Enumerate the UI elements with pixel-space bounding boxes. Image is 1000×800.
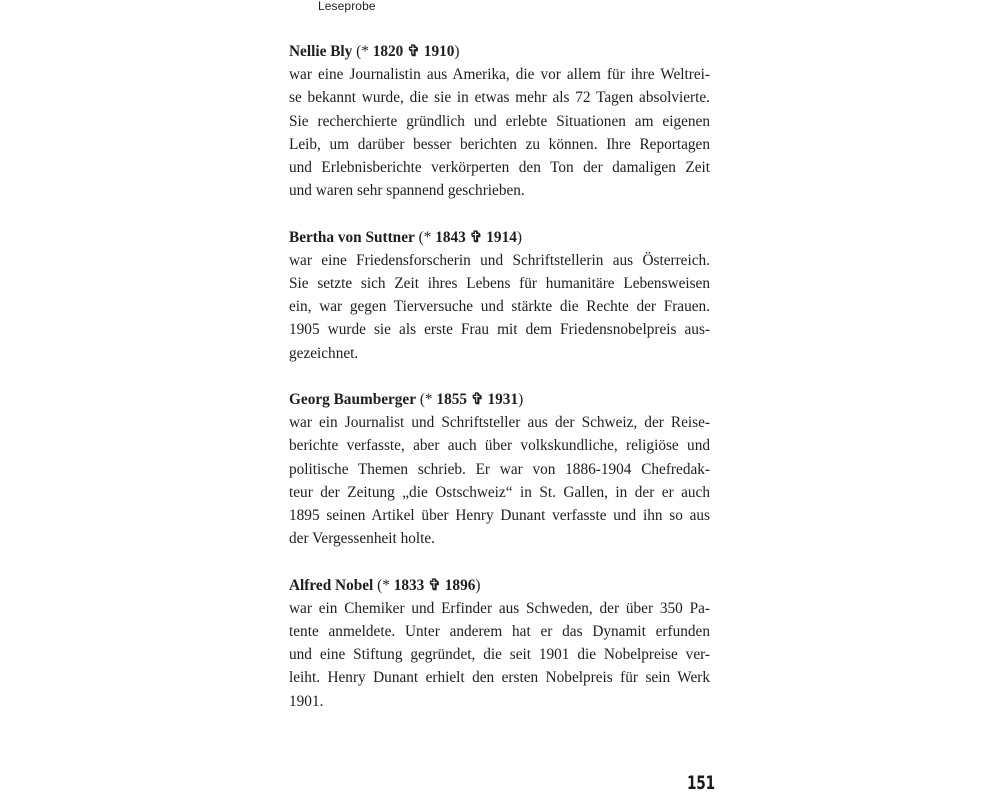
body-line: ein, war gegen Tierversuche und stärkte die Rechte der Frauen.	[289, 298, 710, 316]
entry-name: Nellie Bly	[289, 43, 353, 60]
body-line: leiht. Henry Dunant erhielt den ersten Nobelpreis für sein Werk	[289, 669, 710, 687]
body-line: Leib, um darüber besser berichten zu können. Ihre Reportagen	[289, 135, 710, 153]
body-line: tente anmeldete. Unter anderem hat er das Dynamit erfunden	[289, 623, 710, 641]
entry-name: Bertha von Suttner	[289, 228, 415, 246]
header-label: Leseprobe	[318, 0, 376, 13]
body-line: 1905 wurde sie als erste Frau mit dem Friedensnobelpreis aus-	[289, 321, 710, 339]
entry-heading	[289, 574, 710, 597]
body-line: der Vergessenheit holte.	[289, 530, 435, 548]
body-line: 1895 seinen Artikel über Henry Dunant verfasste und ihn so aus	[289, 507, 710, 525]
entry-born-year: 1855	[436, 391, 468, 409]
entry-body	[289, 63, 710, 202]
entry-name: Alfred Nobel	[289, 576, 374, 594]
entry-died-year: 1910	[423, 43, 455, 60]
body-line: war ein Chemiker und Erfinder aus Schweden, der über 350 Pa-	[289, 599, 710, 617]
entry-open: (*	[373, 576, 394, 594]
entry-open: (*	[414, 228, 436, 246]
entry-body	[289, 249, 710, 365]
cross-icon: ✞	[470, 391, 484, 409]
entry-close: )	[518, 391, 524, 409]
body-line: Sie setzte sich Zeit ihres Lebens für humanitäre Lebensweisen	[289, 275, 710, 293]
body-line: war eine Friedensforscherin und Schriftstellerin aus Österreich.	[289, 251, 710, 269]
entry-open: (*	[416, 391, 437, 409]
entry-died-year: 1931	[487, 391, 519, 409]
entry-heading	[289, 40, 710, 63]
entry-bertha-von-suttner	[289, 226, 710, 365]
entry-alfred-nobel	[289, 574, 710, 713]
entry-name: Georg Baumberger	[289, 391, 417, 409]
body-line: berichte verfasste, aber auch über volkskundliche, religiöse und	[289, 437, 710, 455]
entry-born-year: 1820	[372, 43, 404, 60]
body-line: und Erlebnisberichte verkörperten den Ton der damaligen Zeit	[289, 159, 710, 177]
entry-heading	[289, 226, 710, 249]
entry-born-year: 1843	[435, 228, 466, 246]
body-line: und waren sehr spannend geschrieben.	[289, 182, 525, 200]
entry-died-year: 1914	[486, 228, 517, 246]
entry-heading	[289, 388, 710, 411]
body-line: teur der Zeitung „die Ostschweiz“ in St. Gallen, in der er auch	[289, 483, 710, 501]
entry-nellie-bly	[289, 40, 710, 202]
page-number: 151	[687, 772, 715, 794]
body-line: politische Themen schrieb. Er war von 1886-1904 Chefredak-	[289, 460, 710, 478]
body-line: war eine Journalistin aus Amerika, die vor allem für ihre Weltrei-	[289, 66, 710, 84]
entry-open: (*	[352, 43, 373, 60]
entries-container	[289, 40, 710, 736]
body-line: se bekannt wurde, die sie in etwas mehr als 72 Tagen absolvierte.	[289, 89, 710, 107]
entry-close: )	[454, 43, 460, 60]
entry-georg-baumberger	[289, 388, 710, 550]
entry-close: )	[475, 576, 481, 594]
cross-icon: ✞	[407, 43, 420, 60]
entry-body	[289, 411, 710, 550]
entry-born-year: 1833	[393, 576, 425, 594]
body-line: war ein Journalist und Schriftsteller aus der Schweiz, der Reise-	[289, 414, 710, 432]
body-line: Sie recherchierte gründlich und erlebte Situationen am eigenen	[289, 112, 710, 130]
cross-icon: ✞	[469, 228, 483, 246]
entry-died-year: 1896	[444, 576, 476, 594]
entry-close: )	[516, 228, 522, 246]
body-line: gezeichnet.	[289, 344, 359, 362]
body-line: und eine Stiftung gegründet, die seit 1901 die Nobelpreise ver-	[289, 646, 710, 664]
body-line: 1901.	[289, 692, 324, 710]
entry-body	[289, 597, 710, 713]
cross-icon: ✞	[428, 576, 441, 594]
